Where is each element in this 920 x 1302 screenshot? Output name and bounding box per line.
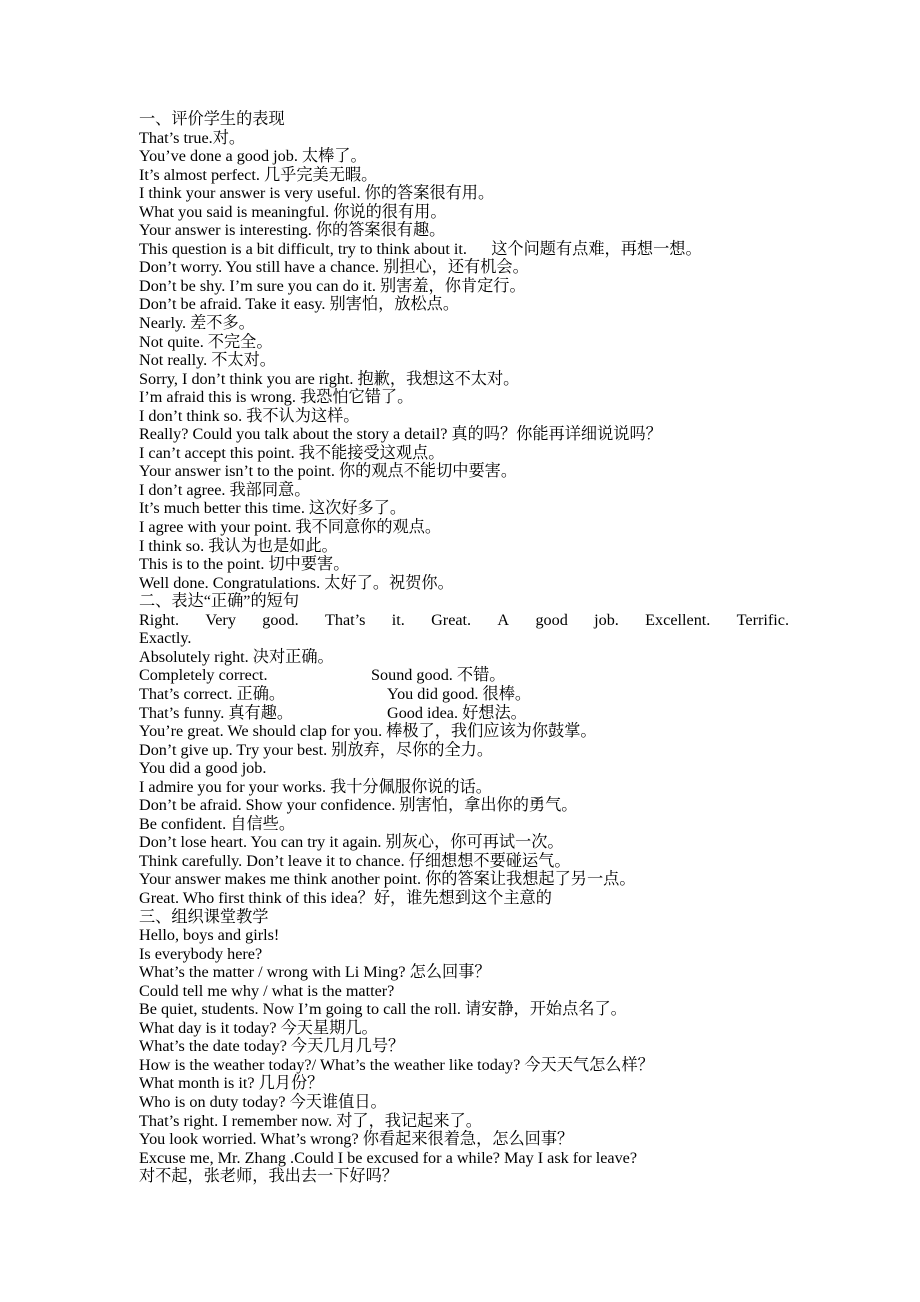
phrase-line: What’s the matter / wrong with Li Ming? 怎么回事？ — [139, 963, 491, 982]
phrase-line: Your answer is interesting. 你的答案很有趣。 — [139, 221, 446, 240]
phrase-line: Exactly. — [139, 629, 192, 648]
phrase-line: I don’t agree. 我部同意。 — [139, 480, 311, 499]
section-heading-classroom: 三、组织课堂教学 — [139, 907, 269, 926]
phrase-line: Not really. 不太对。 — [139, 351, 276, 370]
phrase-line: What month is it? 几月份？ — [139, 1074, 324, 1093]
phrase-line: Is everybody here? — [139, 944, 263, 963]
phrase-line: Be confident. 自信些。 — [139, 814, 296, 833]
phrase-line: I think your answer is very useful. 你的答案很有用。 — [139, 184, 495, 203]
phrase-line: You did a good job. — [139, 759, 267, 778]
phrase-line: I can’t accept this point. 我不能接受这观点。 — [139, 443, 445, 462]
phrase-word: That’s — [324, 610, 366, 629]
phrase-line: Don’t worry. You still have a chance. 别担心，还有机会。 — [139, 258, 529, 277]
phrase-word: A — [497, 610, 510, 629]
phrase-right: Good idea. 好想法。 — [387, 703, 527, 722]
phrase-line: You’re great. We should clap for you. 棒极了，我们应该为你鼓掌。 — [139, 722, 597, 741]
phrase-word: Excellent. — [645, 610, 711, 629]
phrase-line: What’s the date today? 今天几月几号？ — [139, 1037, 405, 1056]
phrase-word: Very — [205, 610, 236, 629]
phrase-line: Sorry, I don’t think you are right. 抱歉，我想这不太对。 — [139, 369, 520, 388]
justified-phrase-row — [139, 611, 789, 630]
section-heading-correct: 二、表达“正确”的短句 — [139, 592, 300, 611]
phrase-word: Terrific. — [736, 610, 789, 629]
phrase-line: Really? Could you talk about the story a detail? 真的吗？你能再详细说说吗？ — [139, 425, 662, 444]
phrase-left: That’s funny. 真有趣。 — [139, 703, 294, 722]
phrase-line: Don’t give up. Try your best. 别放弃，尽你的全力。 — [139, 740, 494, 759]
phrase-line: Don’t lose heart. You can try it again. 别灰心，你可再试一次。 — [139, 833, 564, 852]
phrase-line: Hello, boys and girls! — [139, 926, 280, 945]
phrase-line: Well done. Congratulations. 太好了。祝贺你。 — [139, 573, 454, 592]
document-body — [139, 110, 789, 1186]
phrase-line: You’ve done a good job. 太棒了。 — [139, 147, 367, 166]
phrase-line: It’s almost perfect. 几乎完美无暇。 — [139, 165, 378, 184]
phrase-line: Don’t be shy. I’m sure you can do it. 别害羞，你肯定行。 — [139, 276, 526, 295]
phrase-line: Your answer isn’t to the point. 你的观点不能切中要害。 — [139, 462, 518, 481]
phrase-line: Who is on duty today? 今天谁值日。 — [139, 1092, 387, 1111]
phrase-line: How is the weather today?/ What’s the weather like today? 今天天气怎么样？ — [139, 1055, 654, 1074]
phrase-line: Think carefully. Don’t leave it to chance. 仔细想想不要碰运气。 — [139, 851, 571, 870]
phrase-line: This is to the point. 切中要害。 — [139, 555, 350, 574]
phrase-line: Be quiet, students. Now I’m going to call the roll. 请安静，开始点名了。 — [139, 1000, 627, 1019]
phrase-line: Excuse me, Mr. Zhang .Could I be excused for a while? May I ask for leave? — [139, 1148, 638, 1167]
phrase-line: I think so. 我认为也是如此。 — [139, 536, 338, 555]
phrase-line: 对不起，张老师，我出去一下好吗？ — [139, 1167, 398, 1186]
phrase-line: What day is it today? 今天星期几。 — [139, 1018, 378, 1037]
phrase-line: Absolutely right. 决对正确。 — [139, 647, 334, 666]
phrase-line: This question is a bit difficult, try to think about it. 这个问题有点难，再想一想。 — [139, 239, 702, 258]
phrase-word: good — [535, 610, 568, 629]
phrase-word: Right. — [139, 610, 180, 629]
phrase-line: It’s much better this time. 这次好多了。 — [139, 499, 407, 518]
phrase-word: good. — [262, 610, 299, 629]
phrase-line: That’s true.对。 — [139, 128, 246, 147]
phrase-line: Nearly. 差不多。 — [139, 314, 255, 333]
phrase-word: job. — [594, 610, 619, 629]
phrase-line: Your answer makes me think another point. 你的答案让我想起了另一点。 — [139, 870, 636, 889]
phrase-line: You look worried. What’s wrong? 你看起来很着急，怎么回事？ — [139, 1130, 574, 1149]
phrase-pair-row — [139, 685, 789, 704]
phrase-pair-row — [139, 704, 789, 723]
phrase-line: Could tell me why / what is the matter? — [139, 981, 395, 1000]
phrase-word: Great. — [431, 610, 472, 629]
phrase-line: Not quite. 不完全。 — [139, 332, 273, 351]
phrase-line: Great. Who first think of this idea？好，谁先想到这个主意的 — [139, 888, 552, 907]
phrase-line: I agree with your point. 我不同意你的观点。 — [139, 518, 442, 537]
phrase-pair-row — [139, 666, 789, 685]
phrase-line: What you said is meaningful. 你说的很有用。 — [139, 202, 447, 221]
phrase-line: I admire you for your works. 我十分佩服你说的话。 — [139, 777, 492, 796]
phrase-right: Sound good. 不错。 — [371, 666, 506, 685]
phrase-line: I’m afraid this is wrong. 我恐怕它错了。 — [139, 388, 414, 407]
phrase-left: Completely correct. — [139, 666, 268, 685]
phrase-right: You did good. 很棒。 — [387, 684, 532, 703]
phrase-line: Don’t be afraid. Show your confidence. 别害怕，拿出你的勇气。 — [139, 796, 578, 815]
phrase-word: it. — [391, 610, 405, 629]
phrase-left: That’s correct. 正确。 — [139, 684, 286, 703]
section-heading-evaluate: 一、评价学生的表现 — [139, 110, 285, 128]
phrase-line: That’s right. I remember now. 对了，我记起来了。 — [139, 1111, 482, 1130]
phrase-line: I don’t think so. 我不认为这样。 — [139, 406, 360, 425]
phrase-line: Don’t be afraid. Take it easy. 别害怕，放松点。 — [139, 295, 460, 314]
